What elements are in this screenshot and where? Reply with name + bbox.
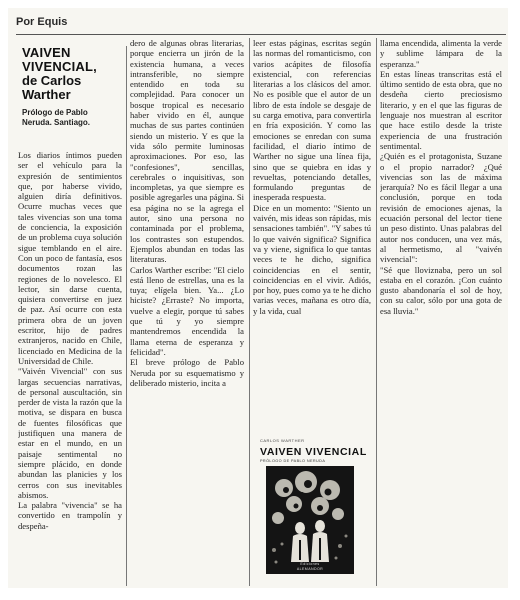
- cover-subtitle: PRÓLOGO DE PABLO NERUDA: [260, 459, 326, 463]
- article-column-1: [18, 150, 122, 588]
- paragraph: Carlos Warther escribe: "El cielo está lleno de estrellas, una es la tuya; elígela bien. Ya... ¿Lo hiciste? ¿Erraste? No importa, vuelve a elegir, porque tú sabes que tú y yo siempre mantendremos encendida la llama eterna de esperanza y felicidad".: [130, 264, 244, 357]
- article-author: de Carlos Warther: [22, 73, 82, 102]
- paragraph: dero de algunas obras literarias, porque encierra un jirón de la existencia humana, a veces intransferible, no siempre entendido en toda su complejidad. Para conocer un bosque tropical es necesario haber vivido en él, aunque muchas de sus partes continúen siendo un misterio. Y es que la vida sólo permite luminosas aproximaciones. Por eso, las "confesiones", sencillas, cerebrales o inquisitivas, son incompletas, ya que siempre es posible agregarles una página. Si esa página no se la agrega el autor, sino una persona no contaminada por el problema, los contrastes son estupendos. Ejemplos abundan en todas las literaturas.: [130, 38, 244, 265]
- cover-artwork: [266, 466, 354, 574]
- cover-title: VAIVEN VIVENCIAL: [260, 446, 367, 458]
- paragraph: ¿Quién es el protagonista, Suzane o el propio narrador? ¿Qué vivencias son las de máxima jerarquía? No es fácil llegar a una conclusión, porque en toda revisión de emociones ajenas, la ecuación personal del lector tiene un peso distinto. Unas palabras del autor nos conducen, una vez más, al hermetismo, al "vaivén vivencial":: [380, 151, 502, 265]
- paragraph: La palabra "vivencia" se ha convertido en trampolín y despeña-: [18, 500, 122, 531]
- article-publisher: Prólogo de Pablo Neruda. Santiago.: [22, 108, 91, 127]
- magazine-page: [8, 8, 508, 588]
- byline: Por Equis: [16, 16, 68, 28]
- article-heading: [22, 46, 116, 128]
- paragraph: Los diarios íntimos pueden ser el vehículo para la expresión de sentimientos que, por haberse vivido, alguien diría definitivos. Ocurre muchas veces que tales vivencias son una toma de conciencia, la exposición de un problema cuya solución sigue temblando en el aire. Con un poco de fantasía, esos documentos rozan las regiones de lo novelesco. El lector, sin darse cuenta, quisiera convertirse en juez de paz. Así ocurre con esta primera obra de un joven escritor, hijo de padres extranjeros, nacido en Chile, licenciado en Medicina de la Universidad de Chile.: [18, 150, 122, 366]
- paragraph: llama encendida, alimenta la verde y sublime lámpara de la esperanza.": [380, 38, 502, 69]
- article-column-3: [253, 38, 371, 434]
- paragraph: Dice en un momento: "Siento un vaivén, mis ideas son rápidas, mis sensaciones también". "Y sabes tú lo que vaivén significa? Significa va y viene, significa lo que tantas veces te he dicho, significa coincidencias en el sentir, coincidencias en el vivir. Adiós, por hoy, pues como ya te he dicho varias veces, mañana es otro día, y la vida, cual: [253, 202, 371, 316]
- paragraph: leer estas páginas, escritas según las normas del romanticismo, con varios acápites de filosofía existencial, con referencias literarias a los clásicos del amor. No es posible que el autor de un libro de esta índole se desgaje de su carga emotiva, para convertirla en fría exposición. Y como las emociones se enredan con suma facilidad, el diario íntimo de Warther no sigue una línea fija, sino que se quiebra en idas y revueltas, potenciando detalles, formulando preguntas de inesperada respuesta.: [253, 38, 371, 203]
- cover-author: CARLOS WARTHER: [260, 438, 305, 443]
- article-column-4: [380, 38, 502, 588]
- cover-illustration: [266, 466, 354, 574]
- cover-publisher: Ediciones ALEMANDOR: [296, 562, 324, 571]
- book-cover: [260, 438, 378, 588]
- column-divider: [126, 46, 127, 586]
- header-rule: [16, 34, 506, 35]
- paragraph: "Sé que lloviznaba, pero un sol estaba en el corazón. ¡Con cuánto gusto abandonaría el sol de hoy, con su calor, sólo por una gota de esa lluvia.": [380, 264, 502, 316]
- paragraph: El breve prólogo de Pablo Neruda por su esquematismo y deliberado misterio, incita a: [130, 357, 244, 388]
- paragraph: "Vaivén Vivencial" con sus largas secuencias narrativas, de personal auscultación, sin perder de vista la razón que la motiva, se dispara en busca de fuentes filosóficas que justifiquen una manera de estar en el mundo, en un paisaje sentimental no siempre plácido, en donde abundan las planicies y los cerros con sus inevitables abismos.: [18, 366, 122, 500]
- article-column-2: [130, 38, 244, 588]
- article-title: VAIVEN VIVENCIAL,: [22, 45, 97, 74]
- paragraph: En estas líneas transcritas está el último sentido de esta obra, que no desdeña cierto preciosismo literario, y en el que las figuras de lenguaje nos muestran al escritor que hace estilo desde la triste experiencia de una frustración sentimental.: [380, 68, 502, 151]
- column-divider: [249, 38, 250, 586]
